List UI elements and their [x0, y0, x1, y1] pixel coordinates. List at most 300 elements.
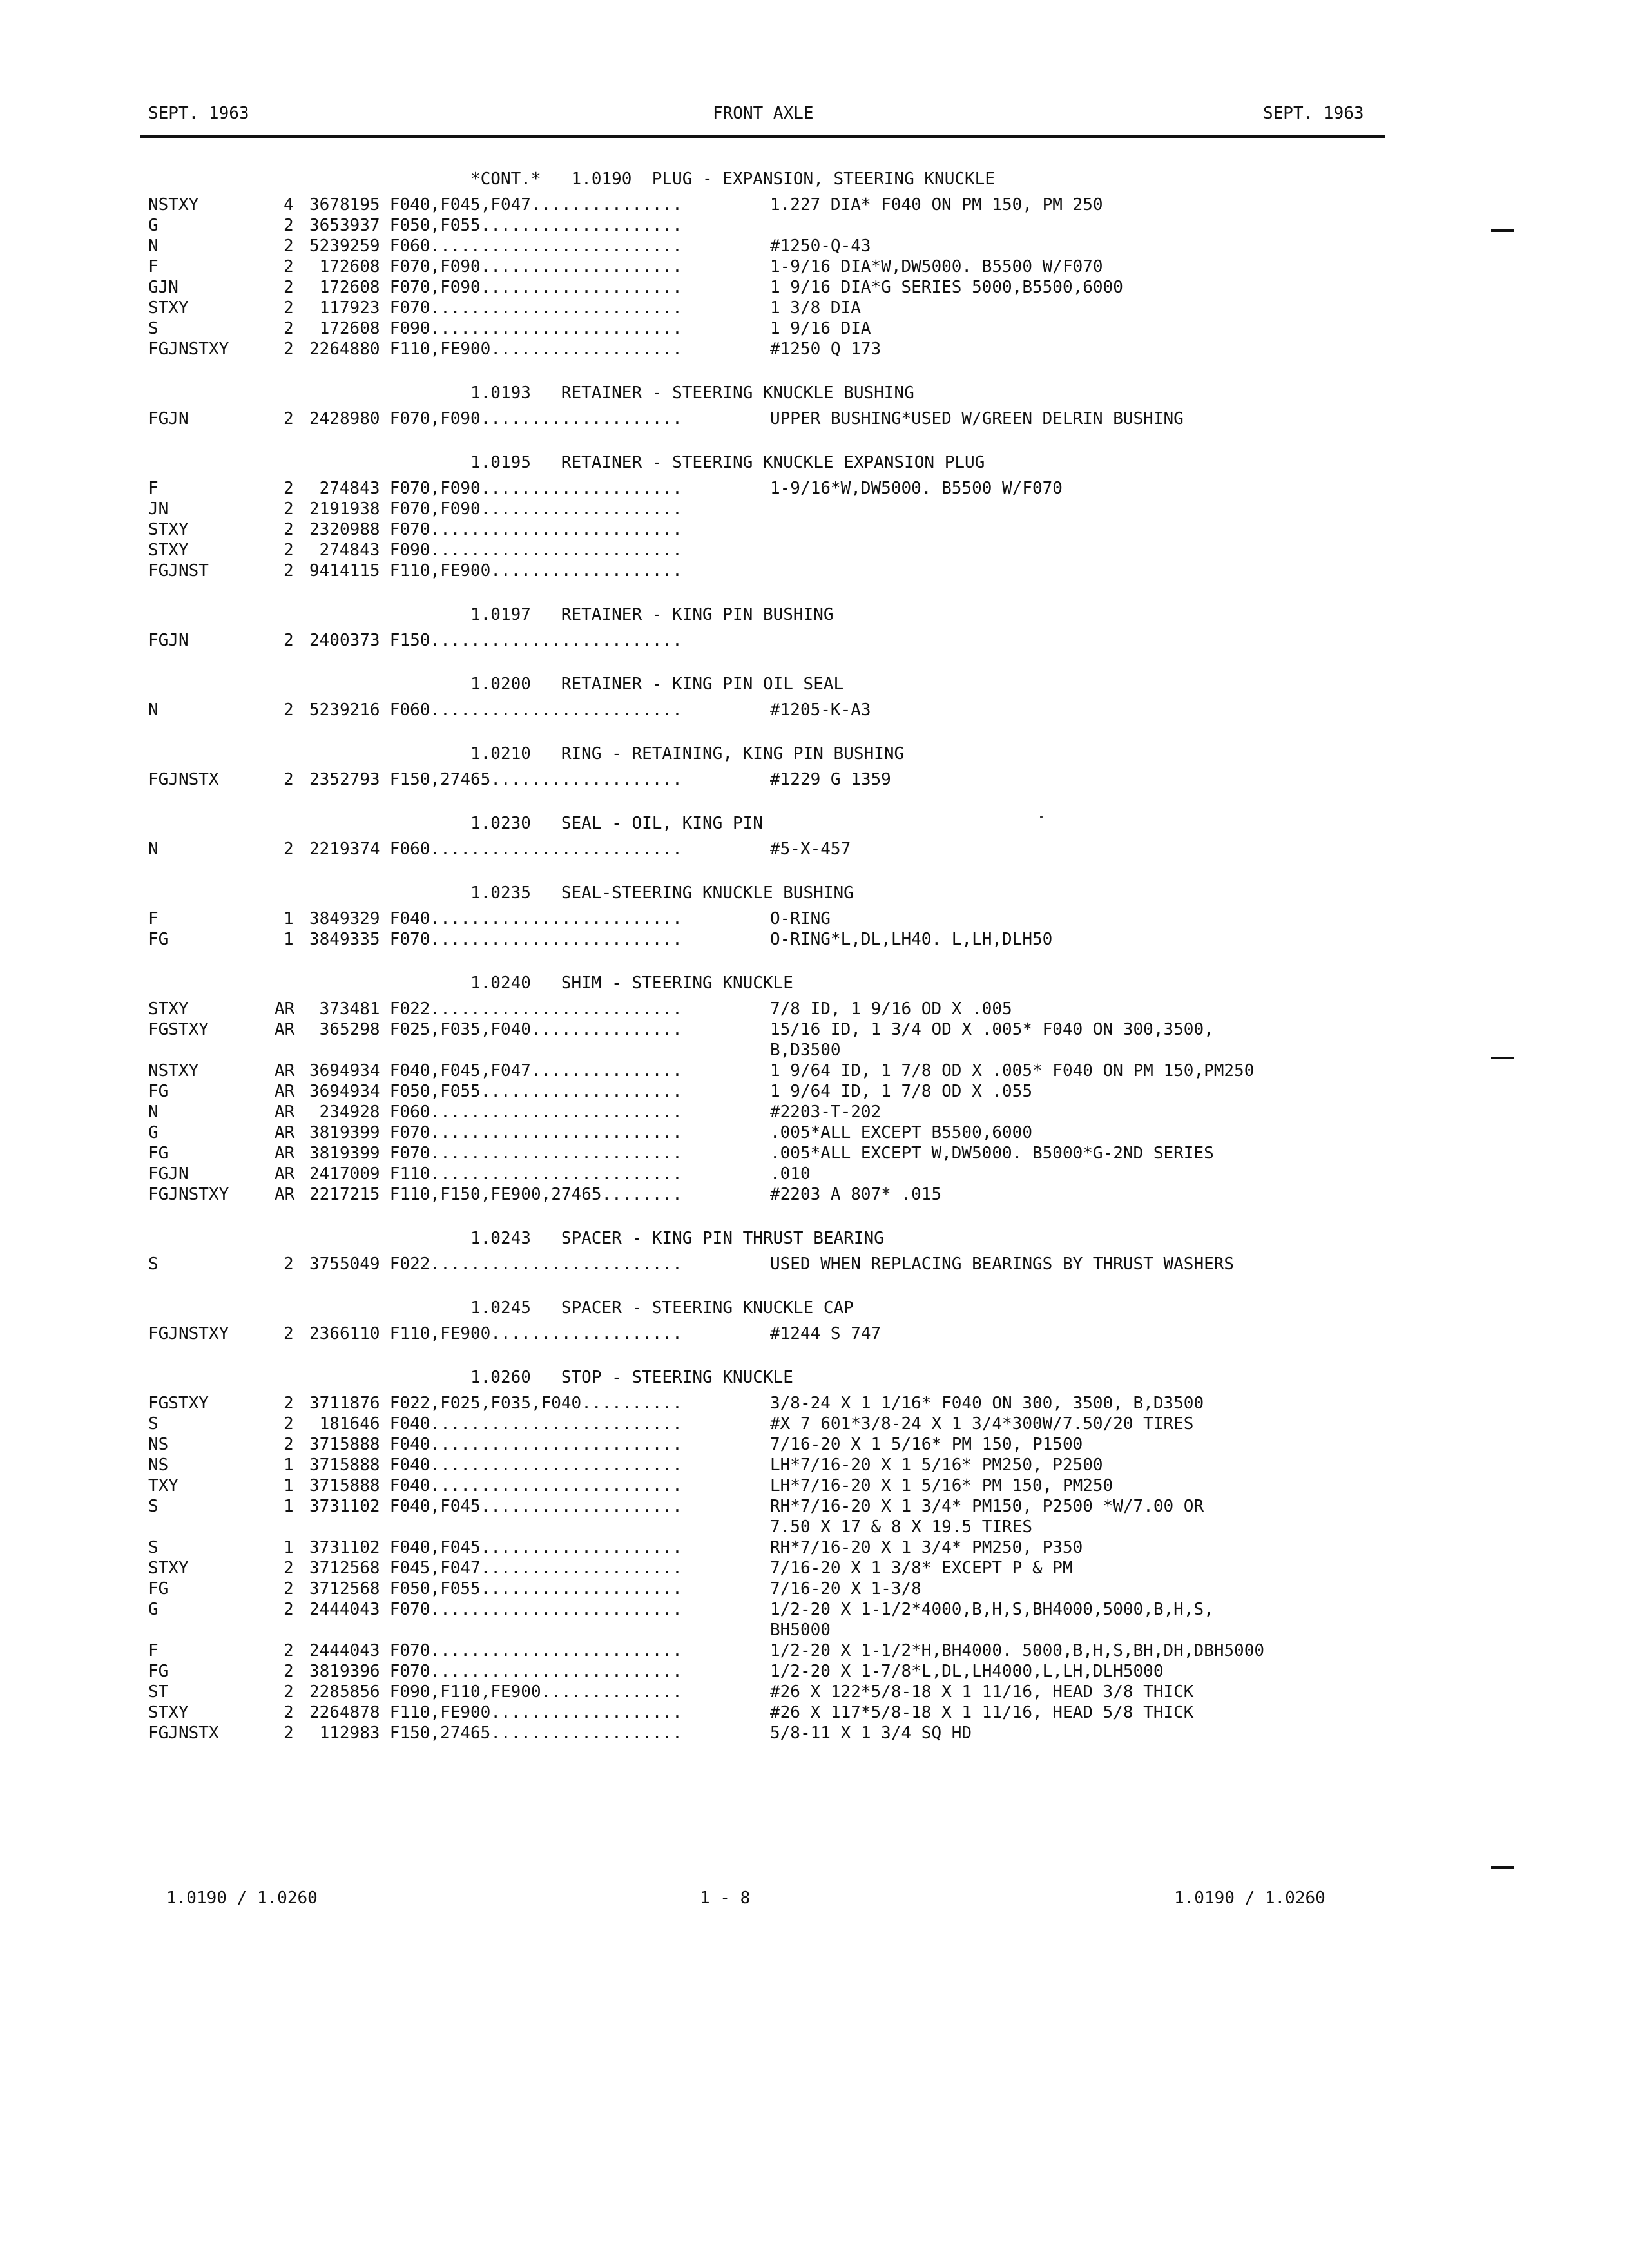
list-item [148, 561, 1379, 581]
quantity: AR [275, 1144, 295, 1163]
list-item [148, 1620, 1379, 1640]
model-code: F [148, 257, 159, 276]
description: 1 9/16 DIA*G SERIES 5000,B5500,6000 [770, 278, 1123, 297]
section-title: 1.0197 RETAINER - KING PIN BUSHING [470, 605, 834, 624]
feature-codes: F090......................... [389, 319, 682, 338]
part-number: 112983 [319, 1724, 380, 1743]
feature-codes: F040,F045.................... [389, 1538, 682, 1557]
feature-codes: F110,FE900................... [389, 1324, 682, 1343]
quantity: AR [275, 1102, 295, 1122]
model-code: NSTXY [148, 195, 199, 215]
feature-codes: F070......................... [389, 1641, 682, 1660]
feature-codes: F050,F055.................... [389, 1082, 682, 1101]
quantity: 2 [284, 278, 294, 297]
feature-codes: F040......................... [389, 1456, 682, 1475]
model-code: FGJN [148, 1164, 189, 1184]
feature-codes: F070......................... [389, 1662, 682, 1681]
feature-codes: F070,F090.................... [389, 278, 682, 297]
feature-codes: F070......................... [389, 930, 682, 949]
part-number: 365298 [319, 1020, 380, 1039]
description: LH*7/16-20 X 1 5/16* PM 150, PM250 [770, 1476, 1113, 1495]
model-code: FGJNSTXY [148, 1324, 229, 1343]
list-item [148, 408, 1379, 429]
list-item [148, 1254, 1379, 1274]
part-number: 2417009 [309, 1164, 380, 1184]
description: RH*7/16-20 X 1 3/4* PM250, P350 [770, 1538, 1083, 1557]
part-number: 274843 [319, 541, 380, 560]
footer-page-number: 1 - 8 [700, 1888, 751, 1908]
model-code: FGSTXY [148, 1394, 209, 1413]
quantity: AR [275, 1123, 295, 1142]
part-number: 2428980 [309, 409, 380, 428]
list-item [148, 1723, 1379, 1744]
list-item [148, 1081, 1379, 1102]
section-gap [148, 790, 1379, 807]
feature-codes: F050,F055.................... [389, 1579, 682, 1599]
section-gap [148, 1344, 1379, 1361]
section-title: 1.0235 SEAL-STEERING KNUCKLE BUSHING [470, 883, 854, 903]
quantity: 2 [284, 236, 294, 256]
model-code: FGJNST [148, 561, 209, 581]
list-item [148, 999, 1379, 1019]
part-number: 5239216 [309, 700, 380, 720]
model-code: G [148, 1123, 159, 1142]
quantity: 2 [284, 1724, 294, 1743]
list-item [148, 298, 1379, 318]
list-item [148, 1019, 1379, 1040]
description: .010 [770, 1164, 811, 1184]
feature-codes: F150,27465................... [389, 770, 682, 789]
model-code: G [148, 1600, 159, 1619]
section-gap [148, 429, 1379, 446]
section-heading [148, 879, 1379, 908]
feature-codes: F150,27465................... [389, 1724, 682, 1743]
part-number: 3731102 [309, 1538, 380, 1557]
part-number: 2444043 [309, 1600, 380, 1619]
margin-mark [1491, 229, 1514, 232]
part-number: 2219374 [309, 840, 380, 859]
list-item [148, 1640, 1379, 1661]
section-gap [148, 1274, 1379, 1291]
description: 7/8 ID, 1 9/16 OD X .005 [770, 999, 1012, 1019]
section-title: 1.0240 SHIM - STEERING KNUCKLE [470, 974, 793, 993]
part-number: 3755049 [309, 1254, 380, 1274]
description: #5-X-457 [770, 840, 851, 859]
part-number: 2366110 [309, 1324, 380, 1343]
part-number: 9414115 [309, 561, 380, 581]
list-item [148, 1517, 1379, 1537]
part-number: 3694934 [309, 1061, 380, 1081]
section-gap [148, 651, 1379, 668]
list-item [148, 769, 1379, 790]
description: O-RING*L,DL,LH40. L,LH,DLH50 [770, 930, 1053, 949]
section-heading [148, 165, 1379, 195]
feature-codes: F070......................... [389, 298, 682, 318]
quantity: 4 [284, 195, 294, 215]
model-code: F [148, 909, 159, 928]
description: RH*7/16-20 X 1 3/4* PM150, P2500 *W/7.00 OR [770, 1497, 1204, 1516]
part-number: 5239259 [309, 236, 380, 256]
quantity: AR [275, 1061, 295, 1081]
feature-codes: F022......................... [389, 1254, 682, 1274]
description: #1250-Q-43 [770, 236, 871, 256]
quantity: 2 [284, 216, 294, 235]
model-code: FGJNSTXY [148, 340, 229, 359]
model-code: FG [148, 1662, 169, 1681]
model-code: FGJNSTX [148, 770, 219, 789]
quantity: 2 [284, 520, 294, 539]
feature-codes: F070......................... [389, 520, 682, 539]
list-item [148, 1040, 1379, 1061]
model-code: S [148, 1414, 159, 1434]
section-heading [148, 969, 1379, 999]
model-code: G [148, 216, 159, 235]
list-item [148, 1184, 1379, 1205]
list-item [148, 1682, 1379, 1702]
part-number: 3849329 [309, 909, 380, 928]
feature-codes: F110,FE900................... [389, 561, 682, 581]
list-item [148, 540, 1379, 561]
footer-range-right: 1.0190 / 1.0260 [1174, 1888, 1325, 1908]
list-item [148, 1599, 1379, 1620]
quantity: 2 [284, 1254, 294, 1274]
list-item [148, 1661, 1379, 1682]
section-heading [148, 670, 1379, 700]
model-code: N [148, 236, 159, 256]
feature-codes: F040......................... [389, 909, 682, 928]
feature-codes: F150......................... [389, 631, 682, 650]
model-code: TXY [148, 1476, 178, 1495]
part-number: 2444043 [309, 1641, 380, 1660]
quantity: 1 [284, 1538, 294, 1557]
section-gap [148, 950, 1379, 966]
part-number: 2400373 [309, 631, 380, 650]
description: 5/8-11 X 1 3/4 SQ HD [770, 1724, 972, 1743]
model-code: S [148, 1538, 159, 1557]
quantity: 2 [284, 1600, 294, 1619]
description: #1250 Q 173 [770, 340, 882, 359]
part-number: 3715888 [309, 1435, 380, 1454]
description: #2203 A 807* .015 [770, 1185, 942, 1204]
description: 1/2-20 X 1-7/8*L,DL,LH4000,L,LH,DLH5000 [770, 1662, 1164, 1681]
part-number: 2264878 [309, 1703, 380, 1722]
quantity: AR [275, 1185, 295, 1204]
list-item [148, 256, 1379, 277]
header-rule [140, 135, 1385, 138]
list-item [148, 1143, 1379, 1164]
model-code: N [148, 700, 159, 720]
model-code: F [148, 1641, 159, 1660]
section-title: 1.0230 SEAL - OIL, KING PIN [470, 814, 763, 833]
part-number: 3715888 [309, 1456, 380, 1475]
part-number: 172608 [319, 278, 380, 297]
list-item [148, 1434, 1379, 1455]
feature-codes: F110,F150,FE900,27465........ [389, 1185, 682, 1204]
feature-codes: F090......................... [389, 541, 682, 560]
feature-codes: F040......................... [389, 1476, 682, 1495]
part-number: 172608 [319, 319, 380, 338]
quantity: 1 [284, 909, 294, 928]
model-code: FGSTXY [148, 1020, 209, 1039]
description: #26 X 122*5/8-18 X 1 11/16, HEAD 3/8 THICK [770, 1682, 1194, 1702]
feature-codes: F110......................... [389, 1164, 682, 1184]
feature-codes: F070,F090.................... [389, 499, 682, 519]
description: LH*7/16-20 X 1 5/16* PM250, P2500 [770, 1456, 1103, 1475]
description: 1-9/16*W,DW5000. B5500 W/F070 [770, 479, 1063, 498]
part-number: 181646 [319, 1414, 380, 1434]
section-gap [148, 581, 1379, 598]
part-number: 3712568 [309, 1559, 380, 1578]
section-heading [148, 1294, 1379, 1323]
feature-codes: F070......................... [389, 1600, 682, 1619]
section-title: 1.0193 RETAINER - STEERING KNUCKLE BUSHING [470, 383, 914, 403]
model-code: STXY [148, 1703, 189, 1722]
description: 1 9/64 ID, 1 7/8 OD X .055 [770, 1082, 1032, 1101]
model-code: NS [148, 1456, 169, 1475]
section-heading [148, 809, 1379, 839]
feature-codes: F090,F110,FE900.............. [389, 1682, 682, 1702]
description: 1-9/16 DIA*W,DW5000. B5500 W/F070 [770, 257, 1103, 276]
description: 1 9/16 DIA [770, 319, 871, 338]
list-item [148, 1102, 1379, 1122]
feature-codes: F022......................... [389, 999, 682, 1019]
list-item [148, 499, 1379, 519]
quantity: 2 [284, 631, 294, 650]
section-heading [148, 740, 1379, 769]
list-item [148, 318, 1379, 339]
description: #1244 S 747 [770, 1324, 882, 1343]
quantity: 2 [284, 1394, 294, 1413]
list-item [148, 1579, 1379, 1599]
part-number: 3712568 [309, 1579, 380, 1599]
list-item [148, 339, 1379, 360]
model-code: STXY [148, 999, 189, 1019]
feature-codes: F070,F090.................... [389, 409, 682, 428]
part-number: 172608 [319, 257, 380, 276]
quantity: 2 [284, 700, 294, 720]
part-number: 373481 [319, 999, 380, 1019]
quantity: 2 [284, 1579, 294, 1599]
list-item [148, 1475, 1379, 1496]
feature-codes: F110,FE900................... [389, 1703, 682, 1722]
quantity: AR [275, 1164, 295, 1184]
model-code: N [148, 840, 159, 859]
model-code: S [148, 1497, 159, 1516]
model-code: FG [148, 930, 169, 949]
description: #1205-K-A3 [770, 700, 871, 720]
list-item [148, 478, 1379, 499]
part-number: 2217215 [309, 1185, 380, 1204]
part-number: 117923 [319, 298, 380, 318]
quantity: 2 [284, 840, 294, 859]
description: 1 3/8 DIA [770, 298, 861, 318]
part-number: 3711876 [309, 1394, 380, 1413]
section-gap [148, 720, 1379, 737]
part-number: 234928 [319, 1102, 380, 1122]
part-number: 3731102 [309, 1497, 380, 1516]
feature-codes: F050,F055.................... [389, 216, 682, 235]
description: B,D3500 [770, 1041, 841, 1060]
quantity: 1 [284, 1497, 294, 1516]
part-number: 3849335 [309, 930, 380, 949]
model-code: JN [148, 499, 169, 519]
model-code: FGJNSTX [148, 1724, 219, 1743]
description: 1/2-20 X 1-1/2*H,BH4000. 5000,B,H,S,BH,DH,DBH5000 [770, 1641, 1265, 1660]
description: #2203-T-202 [770, 1102, 882, 1122]
list-item [148, 195, 1379, 215]
quantity: AR [275, 1082, 295, 1101]
quantity: 2 [284, 1662, 294, 1681]
list-item [148, 1393, 1379, 1414]
quantity: AR [275, 999, 295, 1019]
description: #X 7 601*3/8-24 X 1 3/4*300W/7.50/20 TIRES [770, 1414, 1194, 1434]
description: O-RING [770, 909, 831, 928]
model-code: FGJN [148, 409, 189, 428]
model-code: F [148, 479, 159, 498]
header-date-left: SEPT. 1963 [148, 104, 249, 123]
description: #26 X 117*5/8-18 X 1 11/16, HEAD 5/8 THICK [770, 1703, 1194, 1722]
description: UPPER BUSHING*USED W/GREEN DELRIN BUSHING [770, 409, 1184, 428]
section-title: 1.0243 SPACER - KING PIN THRUST BEARING [470, 1229, 884, 1248]
header-title: FRONT AXLE [713, 104, 814, 123]
list-item [148, 1164, 1379, 1184]
part-number: 274843 [319, 479, 380, 498]
quantity: 2 [284, 1703, 294, 1722]
model-code: NSTXY [148, 1061, 199, 1081]
quantity: 1 [284, 1476, 294, 1495]
part-number: 2264880 [309, 340, 380, 359]
list-item [148, 1122, 1379, 1143]
model-code: S [148, 1254, 159, 1274]
model-code: STXY [148, 520, 189, 539]
list-item [148, 1061, 1379, 1081]
list-item [148, 1455, 1379, 1475]
list-item [148, 277, 1379, 298]
description: USED WHEN REPLACING BEARINGS BY THRUST WASHERS [770, 1254, 1235, 1274]
scan-speck [1040, 816, 1043, 818]
section-heading [148, 1224, 1379, 1254]
description: 7.50 X 17 & 8 X 19.5 TIRES [770, 1517, 1032, 1537]
feature-codes: F040,F045,F047............... [389, 1061, 682, 1081]
part-number: 3819396 [309, 1662, 380, 1681]
quantity: 1 [284, 1456, 294, 1475]
quantity: 1 [284, 930, 294, 949]
header-date-right: SEPT. 1963 [1263, 104, 1364, 123]
quantity: 2 [284, 340, 294, 359]
model-code: FGJNSTXY [148, 1185, 229, 1204]
footer-range-left: 1.0190 / 1.0260 [166, 1888, 318, 1908]
feature-codes: F070,F090.................... [389, 257, 682, 276]
list-item [148, 700, 1379, 720]
description: 1 9/64 ID, 1 7/8 OD X .005* F040 ON PM 150,PM250 [770, 1061, 1255, 1081]
list-item [148, 1558, 1379, 1579]
section-title: 1.0195 RETAINER - STEERING KNUCKLE EXPANSION PLUG [470, 453, 985, 472]
quantity: 2 [284, 257, 294, 276]
list-item [148, 519, 1379, 540]
list-item [148, 908, 1379, 929]
description: .005*ALL EXCEPT W,DW5000. B5000*G-2ND SERIES [770, 1144, 1214, 1163]
feature-codes: F070......................... [389, 1123, 682, 1142]
list-item [148, 215, 1379, 236]
feature-codes: F060......................... [389, 1102, 682, 1122]
part-number: 3678195 [309, 195, 380, 215]
quantity: 2 [284, 770, 294, 789]
feature-codes: F070,F090.................... [389, 479, 682, 498]
feature-codes: F045,F047.................... [389, 1559, 682, 1578]
list-item [148, 1496, 1379, 1517]
list-item [148, 1702, 1379, 1723]
model-code: S [148, 319, 159, 338]
section-title: 1.0200 RETAINER - KING PIN OIL SEAL [470, 675, 844, 694]
quantity: 2 [284, 479, 294, 498]
quantity: 2 [284, 1682, 294, 1702]
description: 3/8-24 X 1 1/16* F040 ON 300, 3500, B,D3500 [770, 1394, 1204, 1413]
list-item [148, 1537, 1379, 1558]
description: 7/16-20 X 1 5/16* PM 150, P1500 [770, 1435, 1083, 1454]
margin-mark [1491, 1866, 1514, 1869]
part-number: 2191938 [309, 499, 380, 519]
description: #1229 G 1359 [770, 770, 891, 789]
model-code: GJN [148, 278, 178, 297]
description: .005*ALL EXCEPT B5500,6000 [770, 1123, 1032, 1142]
quantity: 2 [284, 319, 294, 338]
model-code: FG [148, 1082, 169, 1101]
part-number: 3819399 [309, 1144, 380, 1163]
feature-codes: F040......................... [389, 1435, 682, 1454]
list-item [148, 1414, 1379, 1434]
quantity: 2 [284, 409, 294, 428]
quantity: 2 [284, 1559, 294, 1578]
model-code: FG [148, 1579, 169, 1599]
feature-codes: F040......................... [389, 1414, 682, 1434]
description: 7/16-20 X 1-3/8 [770, 1579, 921, 1599]
description: BH5000 [770, 1620, 831, 1640]
section-heading [148, 448, 1379, 478]
section-heading [148, 601, 1379, 630]
quantity: 2 [284, 499, 294, 519]
feature-codes: F070......................... [389, 1144, 682, 1163]
section-gap [148, 360, 1379, 376]
list-item [148, 630, 1379, 651]
part-number: 2285856 [309, 1682, 380, 1702]
feature-codes: F040,F045.................... [389, 1497, 682, 1516]
section-heading [148, 1363, 1379, 1393]
list-item [148, 839, 1379, 860]
margin-mark [1491, 1057, 1514, 1059]
quantity: 2 [284, 1435, 294, 1454]
model-code: STXY [148, 541, 189, 560]
feature-codes: F060......................... [389, 236, 682, 256]
quantity: AR [275, 1020, 295, 1039]
description: 1/2-20 X 1-1/2*4000,B,H,S,BH4000,5000,B,H,S, [770, 1600, 1214, 1619]
list-item [148, 929, 1379, 950]
feature-codes: F022,F025,F035,F040.......... [389, 1394, 682, 1413]
part-number: 2320988 [309, 520, 380, 539]
parts-list [148, 162, 1379, 1744]
model-code: FG [148, 1144, 169, 1163]
model-code: STXY [148, 298, 189, 318]
feature-codes: F060......................... [389, 700, 682, 720]
section-title: 1.0210 RING - RETAINING, KING PIN BUSHING [470, 744, 905, 764]
model-code: FGJN [148, 631, 189, 650]
part-number: 2352793 [309, 770, 380, 789]
model-code: NS [148, 1435, 169, 1454]
model-code: N [148, 1102, 159, 1122]
description: 1.227 DIA* F040 ON PM 150, PM 250 [770, 195, 1103, 215]
feature-codes: F025,F035,F040............... [389, 1020, 682, 1039]
section-title: 1.0245 SPACER - STEERING KNUCKLE CAP [470, 1298, 854, 1318]
description: 15/16 ID, 1 3/4 OD X .005* F040 ON 300,3500, [770, 1020, 1214, 1039]
